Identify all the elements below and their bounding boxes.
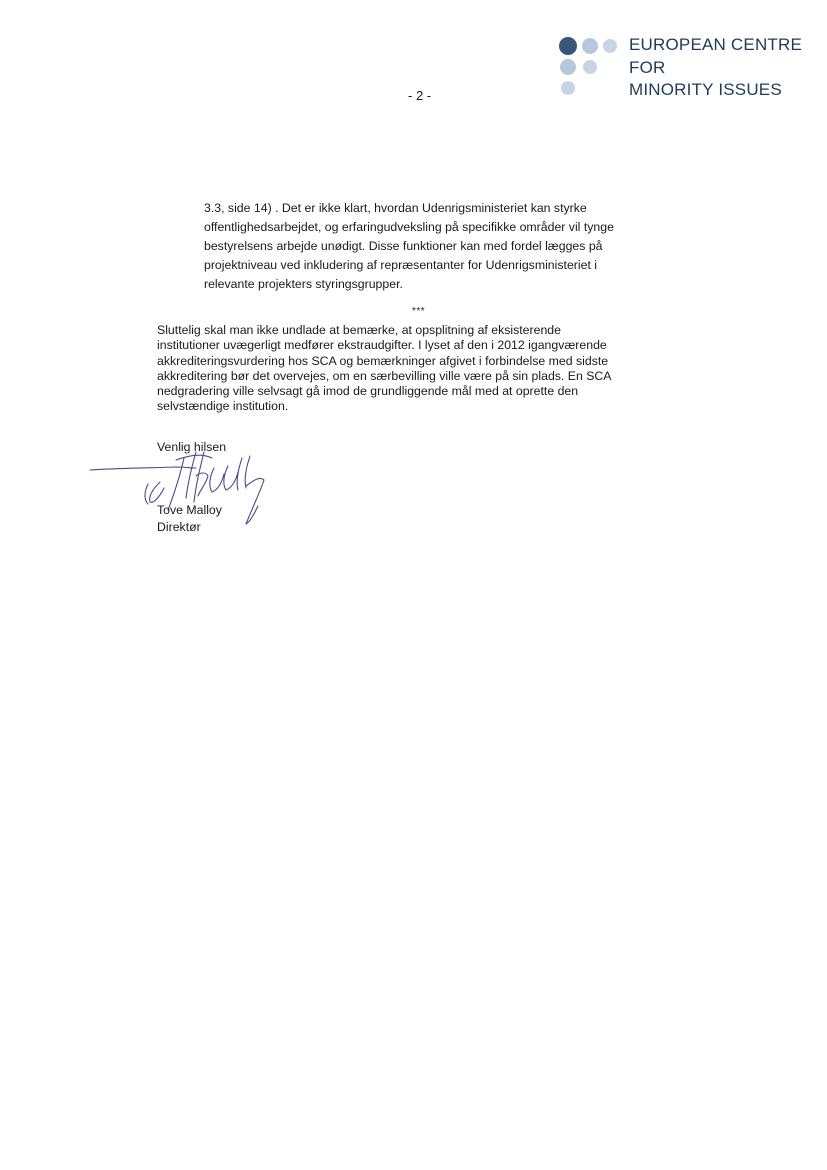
- logo-line: MINORITY ISSUES: [629, 80, 782, 99]
- ecmi-logo: [557, 34, 807, 104]
- text-line: institutioner uvægerligt medfører ekstraudgifter. I lyset af den i 2012 igangværende: [157, 338, 607, 353]
- logo-text: [629, 34, 802, 102]
- text-line: akkreditering bør det overvejes, om en særbevilling ville være på sin plads. En SCA: [157, 368, 612, 383]
- text-line: relevante projekters styringsgrupper.: [204, 277, 403, 291]
- text-line: akkrediteringsvurdering hos SCA og bemærkninger afgivet i forbindelse med sidste: [157, 353, 609, 368]
- logo-line: FOR: [629, 57, 666, 77]
- logo-dot: [560, 59, 576, 75]
- logo-dot: [603, 39, 617, 53]
- logo-dot: [561, 81, 575, 95]
- text-line: bestyrelsens arbejde unødigt. Disse funktioner kan med fordel lægges på: [204, 239, 603, 253]
- signer-title: Direktør: [157, 520, 201, 534]
- logo-dots-icon: [557, 36, 627, 100]
- text-line: Sluttelig skal man ikke undlade at bemærke, at opsplitning af eksisterende: [157, 323, 561, 337]
- logo-dot: [582, 38, 598, 54]
- signer-name: Tove Malloy: [157, 503, 222, 517]
- closing-greeting: Venlig hilsen: [157, 440, 227, 454]
- text-line: offentlighedsarbejdet, og erfaringudveksling på specifikke områder vil tynge: [204, 220, 614, 234]
- text-line: nedgradering ville selvsagt gå imod de grundliggende mål med at oprette den: [157, 384, 579, 399]
- page-number: - 2 -: [408, 88, 432, 103]
- text-line: selvstændige institution.: [157, 399, 289, 414]
- body-paragraph: [157, 323, 677, 415]
- logo-dot-dark: [559, 37, 577, 55]
- indented-paragraph: [204, 199, 704, 294]
- text-line: projektniveau ved inkludering af repræsentanter for Udenrigsministeriet i: [204, 258, 598, 272]
- logo-dot: [583, 60, 597, 74]
- logo-line: EUROPEAN CENTRE: [629, 35, 803, 54]
- text-line: 3.3, side 14) . Det er ikke klart, hvordan Udenrigsministeriet kan styrke: [204, 201, 587, 215]
- section-separator: ***: [412, 306, 426, 317]
